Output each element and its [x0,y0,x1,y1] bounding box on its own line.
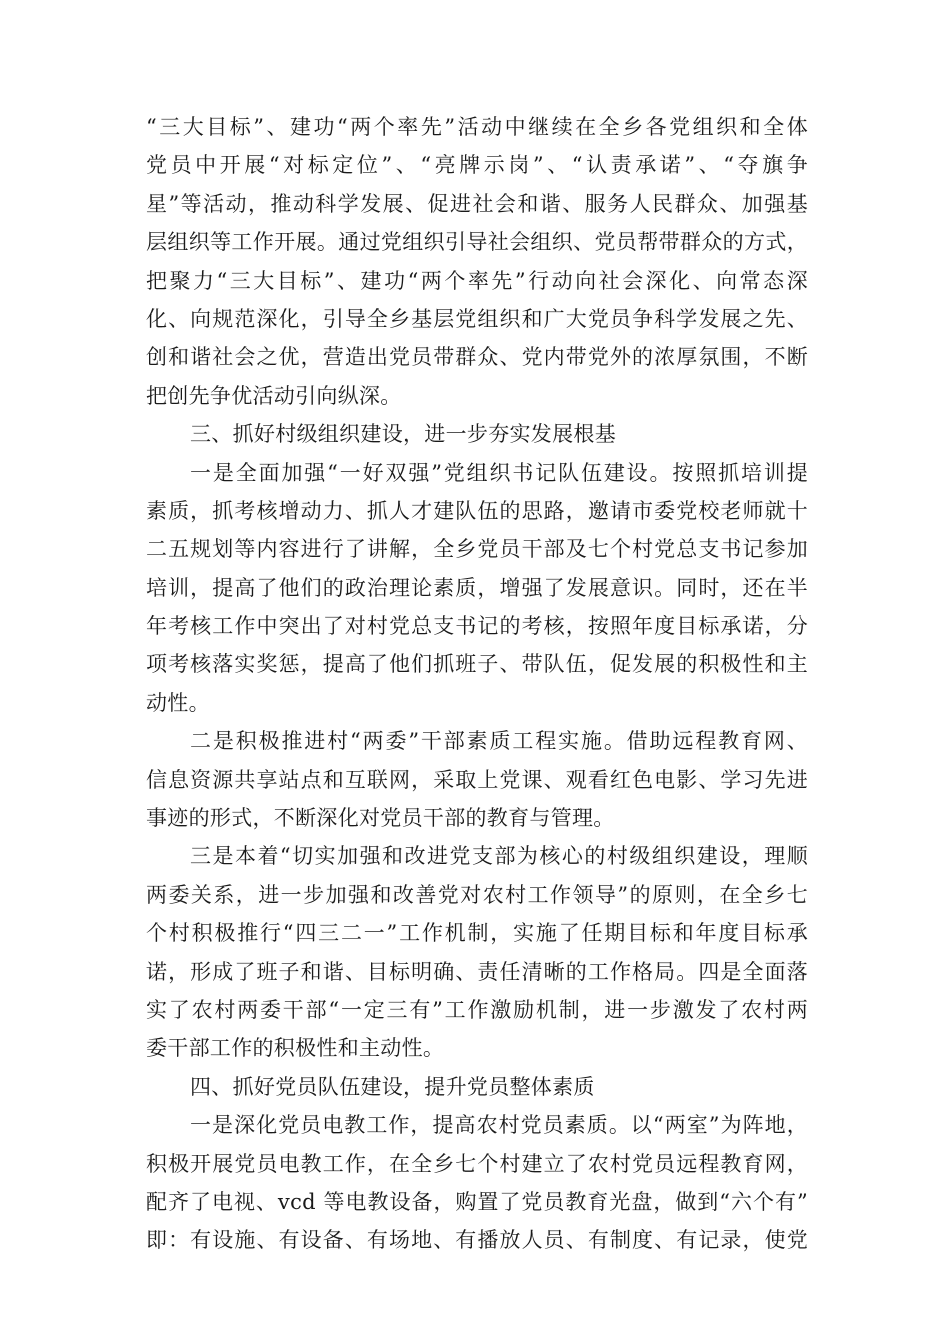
text-line: 事迹的形式，不断深化对党员干部的教育与管理。 [146,806,615,831]
text-line: 三、抓好村级组织建设，进一步夯实发展根基 [190,422,616,447]
text-line: 素质，抓考核增动力、抓人才建队伍的思路，邀请市委党校老师就十 [146,498,808,523]
text-line: 党员中开展“对标定位”、“亮牌示岗”、“认责承诺”、“夺旗争 [146,153,808,178]
text-line: 创和谐社会之优，营造出党员带群众、党内带党外的浓厚氛围，不断 [146,345,808,370]
text-line: 两委关系，进一步加强和改善党对农村工作领导”的原则，在全乡七 [146,882,808,907]
text-line: 四、抓好党员队伍建设，提升党员整体素质 [190,1074,595,1099]
document-body [146,108,808,1260]
text-line: 一是深化党员电教工作，提高农村党员素质。以“两室”为阵地， [190,1113,808,1138]
text-line: 培训，提高了他们的政治理论素质，增强了发展意识。同时，还在半 [146,575,808,600]
text-line: 层组织等工作开展。通过党组织引导社会组织、党员帮带群众的方式， [146,230,808,255]
text-line: 信息资源共享站点和互联网，采取上党课、观看红色电影、学习先进 [146,767,808,792]
text-line: 一是全面加强“一好双强”党组织书记队伍建设。按照抓培训提 [190,460,808,485]
text-line: 即：有设施、有设备、有场地、有播放人员、有制度、有记录，使党 [146,1228,808,1253]
text-line: 年考核工作中突出了对村党总支书记的考核，按照年度目标承诺，分 [146,614,808,639]
text-line: 二是积极推进村“两委”干部素质工程实施。借助远程教育网、 [190,729,808,754]
text-line: 诺，形成了班子和谐、目标明确、责任清晰的工作格局。四是全面落 [146,959,808,984]
text-line: 个村积极推行“四三二一”工作机制，实施了任期目标和年度目标承 [146,921,808,946]
text-line: 化、向规范深化，引导全乡基层党组织和广大党员争科学发展之先、 [146,306,808,331]
text-line: 把创先争优活动引向纵深。 [146,383,402,408]
text-line: 项考核落实奖惩，提高了他们抓班子、带队伍，促发展的积极性和主 [146,652,808,677]
text-line: “三大目标”、建功“两个率先”活动中继续在全乡各党组织和全体 [146,115,808,139]
text-line: 二五规划等内容进行了讲解，全乡党员干部及七个村党总支书记参加 [146,537,808,562]
text-line: 配齐了电视、vcd 等电教设备，购置了党员教育光盘，做到“六个有” [146,1189,808,1214]
text-line: 星”等活动，推动科学发展、促进社会和谐、服务人民群众、加强基 [146,191,808,216]
text-line: 积极开展党员电教工作，在全乡七个村建立了农村党员远程教育网， [146,1151,808,1176]
text-line: 把聚力“三大目标”、建功“两个率先”行动向社会深化、向常态深 [146,268,808,293]
text-line: 三是本着“切实加强和改进党支部为核心的村级组织建设，理顺 [190,844,808,869]
text-line: 动性。 [146,690,210,715]
text-line: 实了农村两委干部“一定三有”工作激励机制，进一步激发了农村两 [146,997,808,1022]
text-line: 委干部工作的积极性和主动性。 [146,1036,445,1061]
